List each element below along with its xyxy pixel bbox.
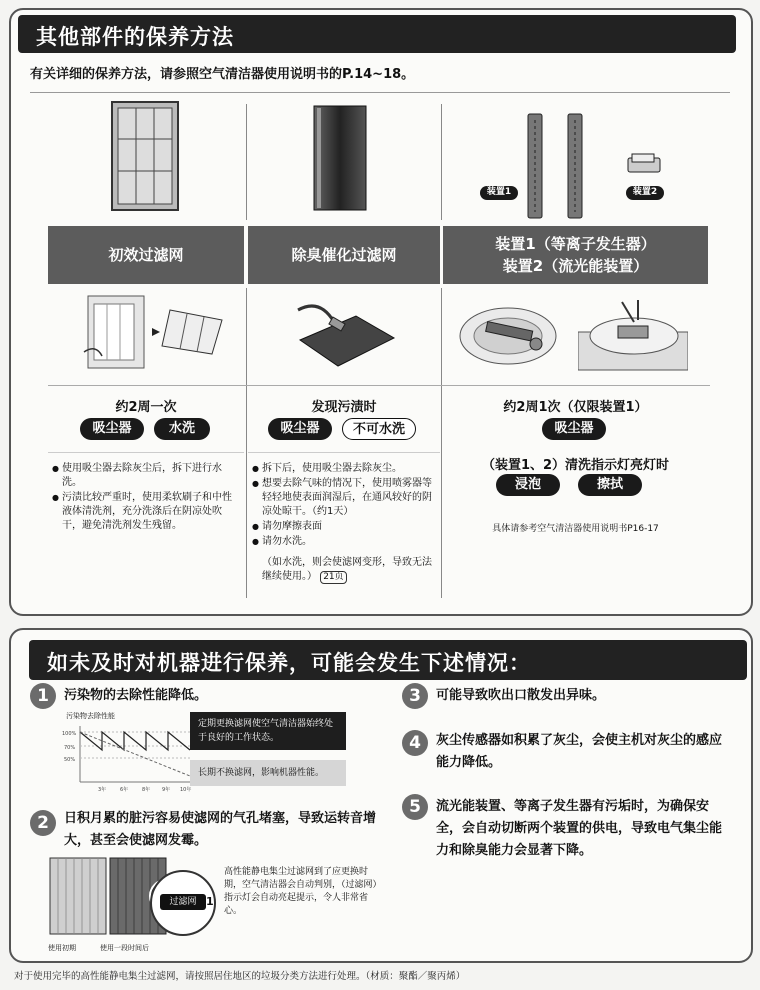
x-tick: 6年: [120, 787, 129, 793]
item-number: 1: [30, 683, 56, 709]
item-number: 5: [402, 794, 428, 820]
deodorizing-filter-heading: 除臭催化过滤网: [248, 226, 440, 284]
performance-chart: [62, 720, 196, 796]
pre-filter-removal-illustration: [82, 292, 232, 372]
pre-filter-bullets: [52, 462, 238, 534]
bullet-item: ● 请勿水洗。: [252, 535, 436, 549]
pre-filter-heading: 初效过滤网: [48, 226, 244, 284]
deodorizing-filter-illustration: [312, 104, 368, 212]
streamer-device-illustration: [626, 152, 662, 174]
consequence-4: 灰尘传感器如积累了灰尘，会使主机对灰尘的感应能力降低。: [436, 733, 723, 770]
no-wash-note: [262, 556, 434, 584]
device-1-tag: 装置1: [480, 186, 518, 200]
consequence-2: 日积月累的脏污容易使滤网的气孔堵塞，导致运转音增大，甚至会使滤网发霉。: [64, 811, 377, 848]
x-tick: 10年: [180, 787, 192, 793]
indicator-note: 高性能静电集尘过滤网到了应更换时期，空气清洁器会自动判别，（过滤网）指示灯会自动亮起提示，令人非常省心。: [224, 867, 378, 916]
device-2-cleaning-illustration: [578, 292, 688, 372]
x-tick: 8年: [142, 787, 151, 793]
section-title-maintenance: 其他部件的保养方法: [18, 15, 736, 53]
device-frequency: 约2周1次（仅限装置1）: [503, 400, 648, 415]
filter-indicator-label: 过滤网: [160, 894, 206, 910]
pre-filter-illustration: [110, 100, 180, 212]
device-heading-line1: 装置1（等离子发生器）: [495, 235, 656, 253]
plasma-device-illustration: [520, 112, 590, 222]
page-reference: 21页: [320, 571, 346, 584]
no-wash-method-badge: 不可水洗: [342, 418, 416, 440]
vacuum-method-badge: 吸尘器: [542, 418, 606, 440]
soak-method-badge: 浸泡: [496, 474, 560, 496]
y-tick: 50%: [64, 757, 76, 763]
item-number: 2: [30, 810, 56, 836]
no-wash-note-text: （如水洗，则会使滤网变形，导致无法继续使用。）: [262, 557, 432, 582]
deodorizing-filter-frequency: 发现污渍时: [311, 400, 377, 415]
bullet-item: ● 想要去除气味的情况下，使用喷雾器等轻轻地使表面润湿后，在通风较好的阴凉处晾干。（约1天）: [252, 477, 436, 519]
intro-text: 有关详细的保养方法，请参照空气清洁器使用说明书的P.14~18。: [30, 67, 415, 82]
consequence-5: 流光能装置、等离子发生器有污垢时，为确保安全，会自动切断两个装置的供电，导致电气集尘能力和除臭能力会显著下降。: [436, 799, 723, 858]
divider: [248, 452, 440, 453]
column-divider: [246, 104, 247, 220]
x-tick: 3年: [98, 787, 107, 793]
consequence-3: 可能导致吹出口散发出异味。: [436, 688, 606, 703]
vacuum-method-badge: 吸尘器: [268, 418, 332, 440]
y-tick: 70%: [64, 745, 76, 751]
replace-filter-callout: 定期更换滤网使空气清洁器始终处于良好的工作状态。: [190, 712, 346, 750]
manual-reference: 具体请参考空气清洁器使用说明书P16-17: [492, 524, 659, 534]
divider: [48, 385, 710, 386]
used-filter-caption: 使用一段时间后: [100, 944, 149, 952]
item-number: 3: [402, 683, 428, 709]
column-divider: [246, 288, 247, 598]
bullet-item: ● 污渍比较严重时，使用柔软刷子和中性液体清洗剂，充分洗涤后在阴凉处吹干，避免清洗剂发生残留。: [52, 491, 238, 533]
consequence-1: 污染物的去除性能降低。: [64, 688, 208, 703]
new-filter-illustration: [48, 856, 108, 936]
deodorizing-filter-bullets: [252, 462, 436, 550]
section-title-consequences: 如未及时对机器进行保养，可能会发生下述情况：: [29, 640, 747, 680]
column-divider: [441, 104, 442, 220]
pre-filter-frequency: 约2周一次: [115, 400, 177, 415]
chart-title: 污染物去除性能: [66, 712, 115, 720]
filter-indicator-zoom: [150, 870, 216, 936]
device-heading-line2: 装置2（流光能装置）: [502, 257, 649, 275]
filter-indicator-number: 1: [206, 895, 214, 908]
no-replace-callout: 长期不换滤网，影响机器性能。: [190, 760, 346, 786]
bullet-item: ● 请勿摩擦表面: [252, 520, 436, 534]
vacuum-method-badge: 吸尘器: [80, 418, 144, 440]
wipe-method-badge: 擦拭: [578, 474, 642, 496]
x-tick: 9年: [162, 787, 171, 793]
y-tick: 100%: [62, 731, 77, 737]
divider: [30, 92, 730, 93]
bullet-item: ● 拆下后，使用吸尘器去除灰尘。: [252, 462, 436, 476]
device-1-cleaning-illustration: [456, 292, 560, 372]
device-2-tag: 装置2: [626, 186, 664, 200]
bullet-item: ● 使用吸尘器去除灰尘后，拆下进行水洗。: [52, 462, 238, 490]
disposal-footer: 对于使用完毕的高性能静电集尘过滤网，请按照居住地区的垃圾分类方法进行处理。（材质：聚酯／聚丙烯）: [14, 971, 466, 982]
device-heading: [443, 226, 708, 284]
item-number: 4: [402, 730, 428, 756]
deodorizing-filter-vacuum-illustration: [290, 292, 400, 372]
divider: [48, 452, 244, 453]
indicator-condition: （装置1、2）清洗指示灯亮灯时: [481, 458, 670, 473]
column-divider: [441, 288, 442, 598]
wash-method-badge: 水洗: [154, 418, 210, 440]
new-filter-caption: 使用初期: [48, 944, 76, 952]
